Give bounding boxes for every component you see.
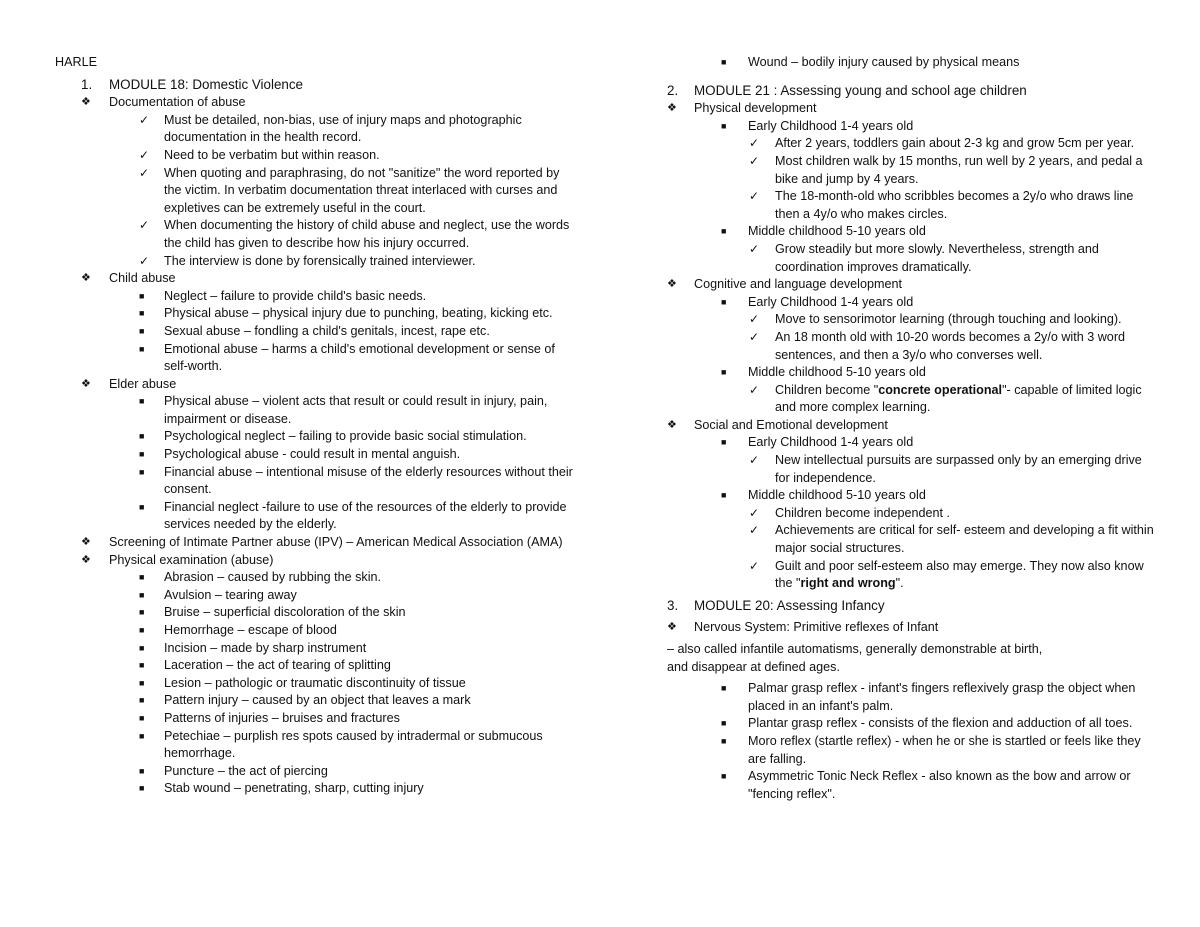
nervous-system-note-line-1: – also called infantile automatisms, generally demonstrable at birth, [667,642,1043,656]
list-item-text: The interview is done by forensically trained interviewer. [164,253,476,268]
square-bullet-icon: ■ [139,677,145,688]
check-bullet-icon: ✓ [749,382,760,397]
list-item [667,311,1157,329]
list-item [55,112,575,147]
list-item-text: Plantar grasp reflex - consists of the flexion and adduction of all toes. [748,716,1133,731]
module-18-number: 1. [81,76,93,92]
bold-term: concrete operational [878,382,1003,397]
list-item [55,499,575,534]
check-bullet-icon: ✓ [139,147,150,162]
list-item-text: Early Childhood 1-4 years old [748,294,914,309]
physical-exam-title: Physical examination (abuse) [109,552,274,567]
list-item-text: Emotional abuse – harms a child's emotional development or sense of self-worth. [164,341,555,374]
list-item-text: Laceration – the act of tearing of splitting [164,658,391,673]
check-bullet-icon: ✓ [139,218,150,233]
social-section [667,417,1157,435]
square-bullet-icon: ■ [139,308,145,319]
list-item-text: Move to sensorimotor learning (through touching and looking). [775,312,1122,327]
square-bullet-icon: ■ [721,683,727,694]
list-item [55,305,575,323]
list-item-text: Children become independent . [775,505,951,520]
list-item [667,153,1157,188]
module-20-title: MODULE 20: Assessing Infancy [694,597,885,613]
check-bullet-icon: ✓ [749,312,760,327]
list-item [667,188,1157,223]
list-item [55,464,575,499]
left-column [55,54,575,798]
physical-exam-section [55,552,575,570]
square-bullet-icon: ■ [139,712,145,723]
physical-development-section [667,100,1157,118]
list-item [667,733,1157,768]
list-item [55,675,575,693]
list-item-text: Incision – made by sharp instrument [164,640,367,655]
list-item [667,241,1157,276]
list-item [667,54,1157,72]
list-item [55,341,575,376]
list-item [55,428,575,446]
list-item [55,393,575,428]
square-bullet-icon: ■ [139,765,145,776]
list-item [55,640,575,658]
check-bullet-icon: ✓ [749,453,760,468]
square-bullet-icon: ■ [721,57,727,67]
square-bullet-icon: ■ [139,730,145,741]
list-item-text: Grow steadily but more slowly. Nevertheless, strength and coordination improves dramatically. [775,241,1099,274]
list-item-text: Need to be verbatim but within reason. [164,147,380,162]
square-bullet-icon: ■ [139,607,145,618]
square-bullet-icon: ■ [721,296,727,307]
square-bullet-icon: ■ [721,771,727,782]
list-item-text: Wound – bodily injury caused by physical means [748,55,1020,69]
diamond-bullet-icon: ❖ [81,553,91,566]
list-item-text: Most children walk by 15 months, run well by 2 years, and pedal a bike and jump by 4 years. [775,153,1143,186]
list-item [55,587,575,605]
list-item [667,135,1157,153]
square-bullet-icon: ■ [721,735,727,746]
diamond-bullet-icon: ❖ [667,621,677,634]
physical-development-title: Physical development [694,101,817,116]
list-item-text: Physical abuse – violent acts that result or could result in injury, pain, impairment or disease. [164,394,548,426]
child-abuse-section [55,270,575,288]
list-item-text: Financial neglect -failure to use of the resources of the elderly to provide services needed by the elderly. [164,499,567,532]
square-bullet-icon: ■ [139,625,145,635]
list-item [667,118,1157,136]
list-item-text: Early Childhood 1-4 years old [748,435,914,450]
list-item-text: Neglect – failure to provide child's basic needs. [164,288,427,303]
diamond-bullet-icon: ❖ [667,418,677,431]
check-bullet-icon: ✓ [749,523,760,538]
list-item [667,715,1157,733]
square-bullet-icon: ■ [721,367,727,378]
list-item-text: Petechiae – purplish res spots caused by intradermal or submucous hemorrhage. [164,728,543,761]
list-item-text: When documenting the history of child abuse and neglect, use the words the child has given to describe how his injury occurred. [164,218,570,250]
square-bullet-icon: ■ [139,325,145,336]
list-item [667,768,1157,803]
list-item [667,294,1157,312]
check-bullet-icon: ✓ [749,136,760,151]
list-item [55,217,575,252]
list-item-text: Avulsion – tearing away [164,587,297,602]
diamond-bullet-icon: ❖ [81,96,91,109]
ipv-section [55,534,575,552]
list-item-text: Moro reflex (startle reflex) - when he or she is startled or feels like they are falling. [748,733,1141,766]
square-bullet-icon: ■ [139,343,145,354]
diamond-bullet-icon: ❖ [667,102,677,115]
right-column [667,54,1157,803]
module-20-heading [667,597,1157,616]
list-item-text: New intellectual pursuits are surpassed only by an emerging drive for independence. [775,453,1142,485]
list-item [55,780,575,798]
list-item-text: Asymmetric Tonic Neck Reflex - also known as the bow and arrow or "fencing reflex". [748,769,1131,801]
list-item-text: Palmar grasp reflex - infant's fingers reflexively grasp the object when placed in an infant's palm. [748,681,1136,713]
social-title: Social and Emotional development [694,417,888,432]
list-item-text: Hemorrhage – escape of blood [164,623,337,637]
list-item [55,165,575,218]
list-item-text: Middle childhood 5-10 years old [748,365,926,380]
list-item-text: Pattern injury – caused by an object that leaves a mark [164,693,471,708]
list-item [667,452,1157,487]
diamond-bullet-icon: ❖ [81,272,91,285]
list-item [667,434,1157,452]
list-item-text: Physical abuse – physical injury due to punching, beating, kicking etc. [164,306,553,321]
list-item [55,147,575,165]
documentation-title: Documentation of abuse [109,95,246,110]
elder-abuse-section [55,376,575,394]
list-item-text: Financial abuse – intentional misuse of the elderly resources without their consent. [164,464,573,497]
square-bullet-icon: ■ [139,396,145,407]
list-item [667,487,1157,505]
square-bullet-icon: ■ [721,226,727,237]
list-item-text: Puncture – the act of piercing [164,763,328,778]
list-item-text: Sexual abuse – fondling a child's genitals, incest, rape etc. [164,323,490,338]
module-18-title: MODULE 18: Domestic Violence [109,76,303,92]
diamond-bullet-icon: ❖ [81,377,91,390]
child-abuse-title: Child abuse [109,271,176,286]
list-item-text: Patterns of injuries – bruises and fractures [164,710,400,725]
list-item-text: Middle childhood 5-10 years old [748,224,926,239]
nervous-system-section [667,619,1157,637]
list-item [55,728,575,763]
check-bullet-icon: ✓ [749,558,760,573]
text-run: ". [895,576,904,591]
square-bullet-icon: ■ [139,695,145,706]
diamond-bullet-icon: ❖ [667,278,677,291]
square-bullet-icon: ■ [139,466,145,477]
list-item [55,569,575,587]
cognitive-title: Cognitive and language development [694,277,902,292]
list-item [667,558,1157,593]
text-run: "- capable of limited logic and more complex learning. [775,382,1142,415]
check-bullet-icon: ✓ [139,112,150,127]
ipv-title: Screening of Intimate Partner abuse (IPV) – American Medical Association (AMA) [109,535,563,550]
documentation-section [55,94,575,112]
nervous-system-title: Nervous System: Primitive reflexes of Infant [694,620,939,635]
square-bullet-icon: ■ [721,437,727,448]
square-bullet-icon: ■ [139,431,145,442]
list-item [55,710,575,728]
module-21-title: MODULE 21 : Assessing young and school age children [694,82,1027,98]
square-bullet-icon: ■ [139,449,145,460]
list-item [667,522,1157,557]
check-bullet-icon: ✓ [749,505,760,520]
list-item-text: Early Childhood 1-4 years old [748,118,914,133]
diamond-bullet-icon: ❖ [81,536,91,549]
square-bullet-icon: ■ [139,589,145,600]
list-item-text: When quoting and paraphrasing, do not "sanitize" the word reported by the victim. In verbatim documentation threat interlaced with curses and expletives can be extremely useful in the court. [164,165,560,215]
list-item-text: Lesion – pathologic or traumatic discontinuity of tissue [164,675,466,690]
text-run: Guilt and poor self-esteem also may emerge. They now also know the " [775,558,1144,591]
square-bullet-icon: ■ [139,783,145,794]
list-item [55,692,575,710]
list-item-text [775,383,1142,415]
list-item [667,223,1157,241]
square-bullet-icon: ■ [139,290,145,301]
list-item-text: After 2 years, toddlers gain about 2-3 kg and grow 5cm per year. [775,136,1135,151]
list-item [667,329,1157,364]
check-bullet-icon: ✓ [749,153,760,168]
check-bullet-icon: ✓ [749,329,760,344]
check-bullet-icon: ✓ [749,189,760,204]
list-item-text: An 18 month old with 10-20 words becomes a 2y/o with 3 word sentences, and then a 3y/o who converses well. [775,329,1126,362]
list-item-text: Achievements are critical for self- esteem and developing a fit within major social structures. [775,523,1154,556]
list-item [667,382,1157,417]
list-item [667,680,1157,715]
list-item-text [775,559,1144,591]
check-bullet-icon: ✓ [139,253,150,268]
list-item [55,622,575,640]
list-item-text: Psychological abuse - could result in mental anguish. [164,447,461,462]
check-bullet-icon: ✓ [749,241,760,256]
cognitive-section [667,276,1157,294]
bold-term: right and wrong [800,576,896,591]
list-item-text: Stab wound – penetrating, sharp, cutting injury [164,781,424,796]
module-20-number: 3. [667,597,679,613]
module-18-heading [55,76,575,95]
square-bullet-icon: ■ [721,120,727,131]
list-item-text: Must be detailed, non-bias, use of injury maps and photographic documentation in the health record. [164,112,522,145]
list-item [55,323,575,341]
list-item [55,253,575,271]
list-item [55,446,575,464]
list-item [667,364,1157,382]
module-21-number: 2. [667,82,679,98]
list-item [55,763,575,781]
list-item [55,604,575,622]
nervous-system-note-line-2: and disappear at defined ages. [667,659,840,674]
list-item-text: Abrasion – caused by rubbing the skin. [164,570,382,585]
square-bullet-icon: ■ [139,642,145,653]
elder-abuse-title: Elder abuse [109,376,177,391]
square-bullet-icon: ■ [139,501,145,512]
list-item [55,288,575,306]
square-bullet-icon: ■ [139,660,145,671]
module-21-heading [667,82,1157,101]
check-bullet-icon: ✓ [139,165,150,180]
list-item-text: Psychological neglect – failing to provide basic social stimulation. [164,429,527,444]
square-bullet-icon: ■ [721,718,727,729]
list-item-text: Middle childhood 5-10 years old [748,488,926,503]
list-item [667,505,1157,523]
text-run: Children become " [775,382,879,397]
list-item [55,657,575,675]
list-item-text: Bruise – superficial discoloration of the skin [164,605,406,620]
square-bullet-icon: ■ [721,490,727,501]
page-header: HARLE [55,55,97,69]
list-item-text: The 18-month-old who scribbles becomes a 2y/o who draws line then a 4y/o who makes circles. [775,189,1134,221]
square-bullet-icon: ■ [139,572,145,583]
